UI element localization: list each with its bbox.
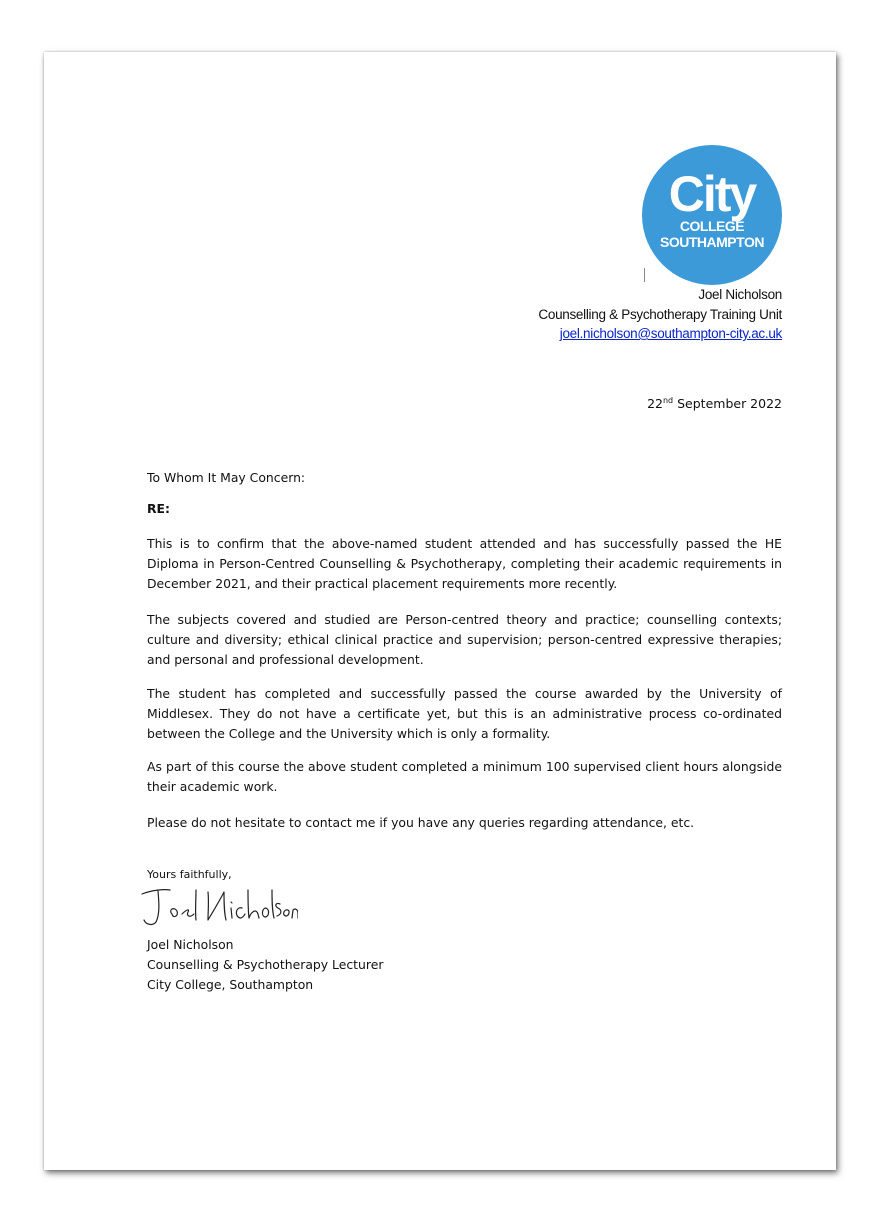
logo-city-text: City	[668, 166, 756, 222]
letter-date	[647, 396, 782, 411]
paragraph-3: The student has completed and successfully passed the course awarded by the University of Middlesex. They do not have a certificate yet, but this is an administrative process co-ordinated between the College and the University which is only a formality.	[147, 686, 782, 741]
text-cursor-mark	[644, 268, 645, 282]
logo-southampton-text: SOUTHAMPTON	[660, 234, 764, 250]
sender-unit: Counselling & Psychotherapy Training Unit	[538, 306, 782, 322]
logo-college-text: COLLEGE	[679, 218, 745, 234]
paragraph-2: The subjects covered and studied are Person-centred theory and practice; counselling contexts; culture and diversity; ethical clinical practice and supervision; person-centred expressive therapies; and personal and professional development.	[147, 612, 782, 667]
signoff-title: Counselling & Psychotherapy Lecturer	[147, 957, 384, 972]
letter-page	[44, 52, 836, 1170]
signoff-name: Joel Nicholson	[147, 937, 234, 952]
re-line: RE:	[147, 501, 170, 516]
handwritten-signature	[138, 884, 298, 928]
sender-block	[538, 285, 782, 344]
paragraph-1: This is to confirm that the above-named student attended and has successfully passed the HE Diploma in Person-Centred Counselling & Psychotherapy, completing their academic requirements in December 2021, and their practical placement requirements more recently.	[147, 536, 782, 591]
date-day: 22	[647, 396, 663, 412]
sender-email-link[interactable]: joel.nicholson@southampton-city.ac.uk	[559, 326, 782, 341]
date-rest: September 2022	[673, 396, 782, 412]
signoff-block	[147, 935, 383, 995]
paragraph-5: Please do not hesitate to contact me if you have any queries regarding attendance, etc.	[147, 815, 695, 830]
signoff-org: City College, Southampton	[147, 977, 314, 992]
sender-name: Joel Nicholson	[698, 287, 782, 302]
closing-line: Yours faithfully,	[147, 868, 232, 881]
paragraph-4: As part of this course the above student completed a minimum 100 supervised client hours alongside their academic work.	[147, 759, 782, 794]
salutation: To Whom It May Concern:	[147, 470, 306, 485]
city-college-logo	[642, 145, 782, 285]
date-suffix: nd	[662, 396, 674, 405]
